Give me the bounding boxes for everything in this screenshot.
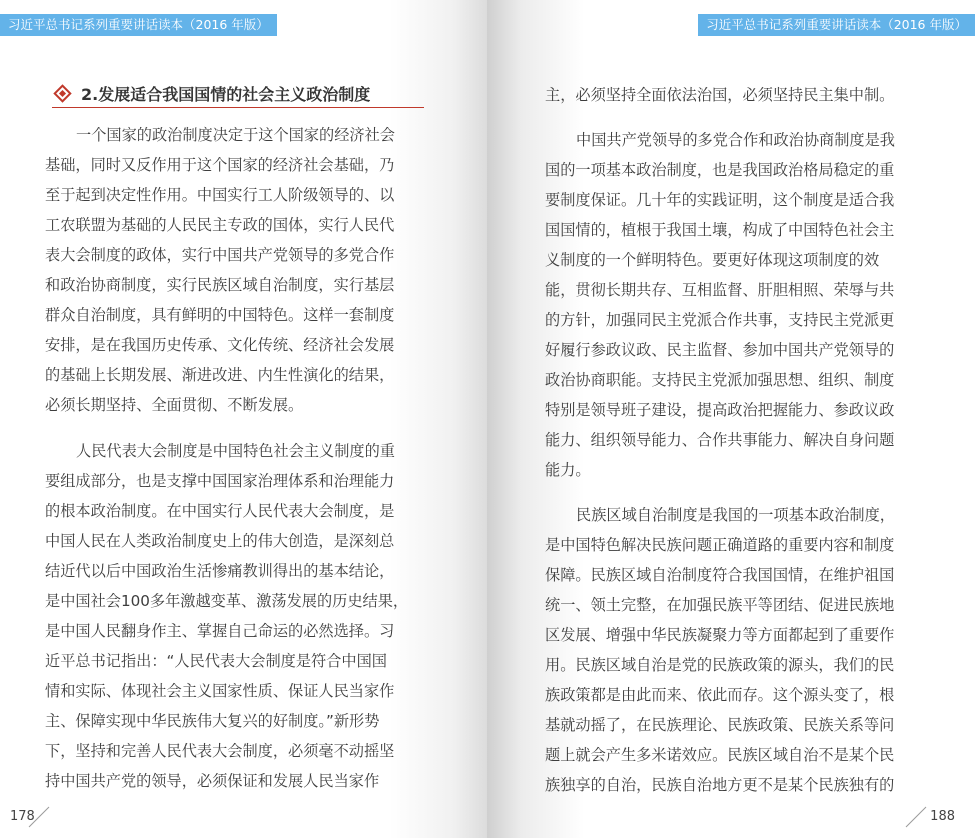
text-line: 的基础上长期发展、渐进改进、内生性演化的结果， <box>45 366 395 384</box>
text-line: 基就动摇了，在民族理论、民族政策、民族关系等问 <box>545 716 895 734</box>
right-page <box>487 0 975 838</box>
text-line: 中国人民在人类政治制度史上的伟大创造，是深刻总 <box>45 532 395 550</box>
text-line: 情和实际、体现社会主义国家性质、保证人民当家作 <box>45 682 395 700</box>
text-line: 要制度保证。几十年的实践证明，这个制度是适合我 <box>545 191 895 209</box>
text-line: 的根本政治制度。在中国实行人民代表大会制度，是 <box>45 502 395 520</box>
page-corner-mark-icon <box>905 806 927 828</box>
diamond-bullet-icon <box>53 84 71 102</box>
text-line: 好履行参政议政、民主监督、参加中国共产党领导的 <box>545 341 895 359</box>
text-line: 用。民族区域自治是党的民族政策的源头，我们的民 <box>545 656 895 674</box>
text-line: 的方针，加强同民主党派合作共事，支持民主党派更 <box>545 311 895 329</box>
text-line: 近平总书记指出：“人民代表大会制度是符合中国国 <box>45 652 387 670</box>
text-line: 人民代表大会制度是中国特色社会主义制度的重 <box>76 442 395 460</box>
text-line: 安排，是在我国历史传承、文化传统、经济社会发展 <box>45 336 395 354</box>
right-paragraph-3 <box>545 500 920 800</box>
text-line: 必须长期坚持、全面贯彻、不断发展。 <box>45 396 304 414</box>
left-page <box>0 0 487 838</box>
section-heading-text: 2.发展适合我国国情的社会主义政治制度 <box>81 84 371 104</box>
left-paragraph-2 <box>45 436 420 796</box>
text-line: 政治协商职能。支持民主党派加强思想、组织、制度 <box>545 371 895 389</box>
text-line: 国国情的，植根于我国土壤，构成了中国特色社会主 <box>545 221 895 239</box>
text-line: 和政治协商制度，实行民族区域自治制度，实行基层 <box>45 276 395 294</box>
text-line: 中国共产党领导的多党合作和政治协商制度是我 <box>576 131 895 149</box>
page-corner-mark-icon <box>28 806 50 828</box>
text-line: 族独享的自治，民族自治地方更不是某个民族独有的 <box>545 776 895 794</box>
right-running-header: 习近平总书记系列重要讲话读本（2016 年版） <box>698 14 975 36</box>
right-paragraph-1 <box>545 80 920 110</box>
text-line: 是中国人民翻身作主、掌握自己命运的必然选择。习 <box>45 622 395 640</box>
text-line: 能，贯彻长期共存、互相监督、肝胆相照、荣辱与共 <box>545 281 895 299</box>
text-line: 能力、组织领导能力、合作共事能力、解决自身问题 <box>545 431 895 449</box>
text-line: 保障。民族区域自治制度符合我国国情，在维护祖国 <box>545 566 895 584</box>
text-line: 民族区域自治制度是我国的一项基本政治制度， <box>576 506 895 524</box>
text-line: 表大会制度的政体，实行中国共产党领导的多党合作 <box>45 246 395 264</box>
text-line: 区发展、增强中华民族凝聚力等方面都起到了重要作 <box>545 626 895 644</box>
text-line: 是中国社会100多年激越变革、激荡发展的历史结果， <box>45 592 409 610</box>
text-line: 主，必须坚持全面依法治国，必须坚持民主集中制。 <box>545 86 895 104</box>
text-line: 要组成部分，也是支撑中国国家治理体系和治理能力 <box>45 472 395 490</box>
text-line: 群众自治制度，具有鲜明的中国特色。这样一套制度 <box>45 306 395 324</box>
text-line: 至于起到决定性作用。中国实行工人阶级领导的、以 <box>45 186 395 204</box>
text-line: 是中国特色解决民族问题正确道路的重要内容和制度 <box>545 536 895 554</box>
text-line: 主、保障实现中华民族伟大复兴的好制度。”新形势 <box>45 712 380 730</box>
left-running-header: 习近平总书记系列重要讲话读本（2016 年版） <box>0 14 277 36</box>
text-line: 结近代以后中国政治生活惨痛教训得出的基本结论， <box>45 562 395 580</box>
text-line: 族政策都是由此而来、依此而存。这个源头变了，根 <box>545 686 895 704</box>
right-paragraph-2 <box>545 125 920 485</box>
left-page-number: 178 <box>10 809 35 824</box>
section-heading <box>52 79 424 108</box>
left-paragraph-1 <box>45 120 420 420</box>
text-line: 统一、领土完整，在加强民族平等团结、促进民族地 <box>545 596 895 614</box>
right-page-number: 188 <box>930 809 955 824</box>
text-line: 能力。 <box>545 461 591 479</box>
text-line: 基础，同时又反作用于这个国家的经济社会基础，乃 <box>45 156 395 174</box>
text-line: 题上就会产生多米诺效应。民族区域自治不是某个民 <box>545 746 895 764</box>
text-line: 下，坚持和完善人民代表大会制度，必须毫不动摇坚 <box>45 742 395 760</box>
text-line: 持中国共产党的领导，必须保证和发展人民当家作 <box>45 772 380 790</box>
text-line: 国的一项基本政治制度，也是我国政治格局稳定的重 <box>545 161 895 179</box>
text-line: 义制度的一个鲜明特色。要更好体现这项制度的效 <box>545 251 880 269</box>
text-line: 一个国家的政治制度决定于这个国家的经济社会 <box>76 126 395 144</box>
text-line: 特别是领导班子建设，提高政治把握能力、参政议政 <box>545 401 895 419</box>
text-line: 工农联盟为基础的人民民主专政的国体，实行人民代 <box>45 216 395 234</box>
